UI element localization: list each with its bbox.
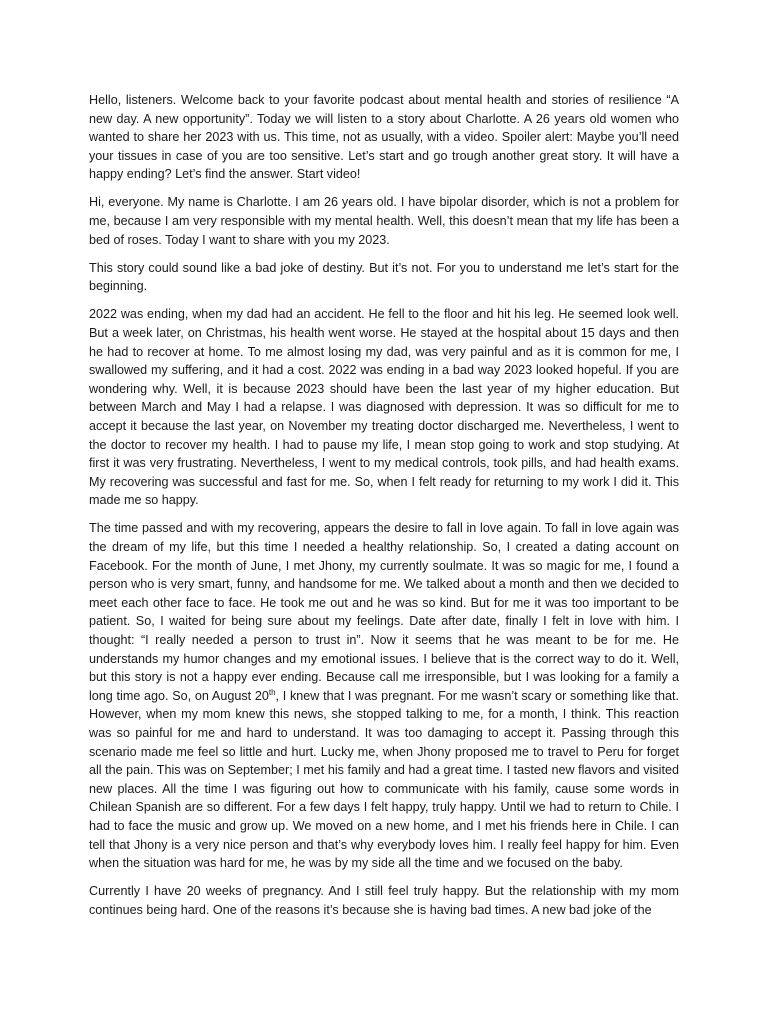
document-body bbox=[89, 91, 679, 929]
paragraph-intro: Hello, listeners. Welcome back to your favorite podcast about mental health and stories of resilience “A new day. A new opportunity”. Today we will listen to a story about Charlotte. A 26 years old women who wanted to share her 2023 with us. This time, not as usually, with a video. Spoiler alert: Maybe you’ll need your tissues in case of you are too sensitive. Let’s start and go trough another great story. It will have a happy ending? Let’s find the answer. Start video! bbox=[89, 93, 679, 182]
paragraph-story-start: This story could sound like a bad joke of destiny. But it’s not. For you to understand me let’s start for the beginning. bbox=[89, 260, 679, 294]
paragraph-relationship-text-b: , I knew that I was pregnant. For me wasn’t scary or something like that. However, when my mom knew this news, she stopped talking to me, for a month, I think. This reaction was so painful for me and hard to understand. It was too damaging to accept it. Passing through this scenario made me feel so little and hurt. Lucky me, when Jhony proposed me to travel to Peru for forget all the pain. This was on September; I met his family and had a great time. I tasted new flavors and visited new places. All the time I was figuring out how to communicate with his family, cause some words in Chilean Spanish are so different. For a few days I felt happy, truly happy. Until we had to return to Chile. I had to face the music and grow up. We moved on a new home, and I met his friends here in Chile. I can tell that Jhony is a very nice person and that’s why everybody loves him. I really feel happy for him. Even when the situation was hard for me, he was by my side all the time and we focused on the baby. bbox=[89, 688, 680, 871]
paragraph-relationship-text-a: The time passed and with my recovering, appears the desire to fall in love again. To fall in love again was the dream of my life, but this time I needed a healthy relationship. So, I created a dating account on Facebook. For the month of June, I met Jhony, my currently soulmate. It was so magic for me, I found a person who is very smart, funny, and handsome for me. We talked about a month and then we decided to meet each other face to face. He took me out and he was so kind. But for me it was too important to be patient. So, I waited for being sure about my feelings. Date after date, finally I felt in love with him. I thought: “I really needed a person to trust in”. Now it seems that he was meant to be for me. He understands my humor changes and my emotional issues. I believe that is the correct way to do it. Well, but this story is not a happy ever ending. Because call me irresponsible, but I was looking for a family a long time ago. So, on August 20 bbox=[89, 521, 679, 703]
superscript-ordinal: th bbox=[268, 687, 276, 697]
paragraph-greeting: Hi, everyone. My name is Charlotte. I am 26 years old. I have bipolar disorder, which is not a problem for me, because I am very responsible with my mental health. Well, this doesn’t mean that my life has been a bed of roses. Today I want to share with you my 2023. bbox=[89, 195, 679, 247]
paragraph-relationship bbox=[89, 519, 679, 872]
paragraph-2022: 2022 was ending, when my dad had an accident. He fell to the floor and hit his leg. He seemed look well. But a week later, on Christmas, his health went worse. He stayed at the hospital about 15 days and then he had to recover at home. To me almost losing my dad, was very painful and as it is common for me, I swallowed my suffering, and it had a cost. 2022 was ending in a bad way 2023 looked hopeful. If you are wondering why. Well, it is because 2023 should have been the last year of my higher education. But between March and May I had a relapse. I was diagnosed with depression. It was so difficult for me to accept it because the last year, on November my treating doctor discharged me. Nevertheless, I went to the doctor to recover my health. I had to pause my life, I mean stop going to work and stop studying. At first it was very frustrating. Nevertheless, I went to my medical controls, took pills, and had health exams. My recovering was successful and fast for me. So, when I felt ready for returning to my work I did it. This made me so happy. bbox=[89, 307, 679, 508]
paragraph-pregnancy: Currently I have 20 weeks of pregnancy. And I still feel truly happy. But the relationship with my mom continues being hard. One of the reasons it’s because she is having bad times. A new bad joke of the bbox=[89, 884, 679, 917]
